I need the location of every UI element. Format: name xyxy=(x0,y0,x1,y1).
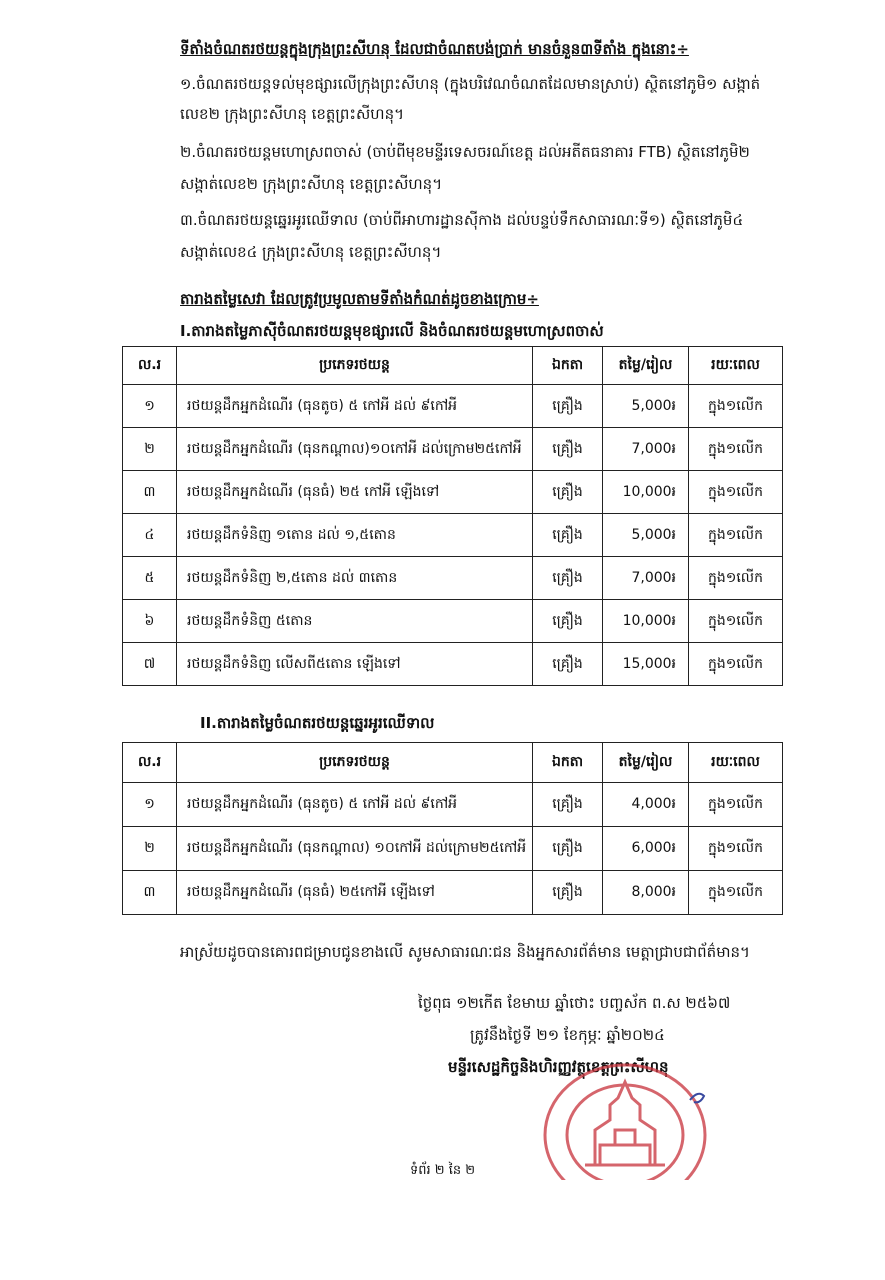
cell-vehicle-type: រថយន្តដឹកទំនិញ លើសពី៥តោន ឡើងទៅ xyxy=(177,643,533,686)
fees-heading: តារាងតម្លៃសេវា ដែលត្រូវប្រមូលតាមទីតាំងកំណត់ដូចខាងក្រោម÷ xyxy=(180,290,539,308)
cell-no: ៣ xyxy=(123,471,177,514)
cell-unit: គ្រឿង xyxy=(533,428,603,471)
location-3-line-1: ៣.ចំណតរថយន្តឆ្នេរអូរឈើទាល (ចាប់ពីអាហារដ្ឋានស៊ីកាង ដល់បន្ទប់ទឹកសាធារណៈទី១) ស្ថិតនៅភូមិ៤ xyxy=(180,211,744,229)
fee-table-1 xyxy=(122,346,783,686)
location-2-line-2: សង្កាត់លេខ២ ក្រុងព្រះសីហនុ ខេត្តព្រះសីហនុ។ xyxy=(180,175,443,193)
table-2-header-row xyxy=(123,743,783,783)
cell-price: 10,000៛ xyxy=(603,471,689,514)
header-unit: ឯកតា xyxy=(533,347,603,385)
header-vehicle-type: ប្រភេទរថយន្ត xyxy=(177,743,533,783)
cell-vehicle-type: រថយន្តដឹកអ្នកដំណើរ (ធុនធំ) ២៥ កៅអី ឡើងទៅ xyxy=(177,471,533,514)
date-lunar: ថ្ងៃពុធ ១២កើត ខែមាឃ ឆ្នាំថោះ បញ្ចស័ក ព.ស ២៥៦៧ xyxy=(418,994,731,1012)
cell-vehicle-type: រថយន្តដឹកអ្នកដំណើរ (ធុនតូច) ៥ កៅអី ដល់ ៩កៅអី xyxy=(177,385,533,428)
table-row xyxy=(123,471,783,514)
cell-unit: គ្រឿង xyxy=(533,557,603,600)
header-period: រយៈពេល xyxy=(689,743,783,783)
cell-vehicle-type: រថយន្តដឹកទំនិញ ២,៥តោន ដល់ ៣តោន xyxy=(177,557,533,600)
location-1-line-2: លេខ២ ក្រុងព្រះសីហនុ ខេត្តព្រះសីហនុ។ xyxy=(180,105,404,123)
location-1-text-1: ១.ចំណតរថយន្តទល់មុខផ្សារលើក្រុងព្រះសីហនុ (ក្នុងបរិវេណចំណតដែលមានស្រាប់) ស្ថិតនៅភូមិ១ សង្កាត់ xyxy=(180,75,761,93)
cell-unit: គ្រឿង xyxy=(533,471,603,514)
cell-price: 5,000៛ xyxy=(603,385,689,428)
cell-price: 6,000៛ xyxy=(603,827,689,871)
cell-unit: គ្រឿង xyxy=(533,600,603,643)
cell-unit: គ្រឿង xyxy=(533,871,603,915)
table-row xyxy=(123,557,783,600)
cell-vehicle-type: រថយន្តដឹកអ្នកដំណើរ (ធុនតូច) ៥ កៅអី ដល់ ៩កៅអី xyxy=(177,783,533,827)
table-row xyxy=(123,783,783,827)
table-row xyxy=(123,428,783,471)
fee-table-2 xyxy=(122,742,783,915)
cell-period: ក្នុង១លើក xyxy=(689,428,783,471)
cell-no: ៣ xyxy=(123,871,177,915)
cell-price: 10,000៛ xyxy=(603,600,689,643)
cell-period: ក្នុង១លើក xyxy=(689,600,783,643)
header-price: តម្លៃ/រៀល xyxy=(603,743,689,783)
cell-vehicle-type: រថយន្តដឹកអ្នកដំណើរ (ធុនកណ្តាល)១០កៅអី ដល់ក្រោម២៥កៅអី xyxy=(177,428,533,471)
cell-unit: គ្រឿង xyxy=(533,514,603,557)
location-2-line-1: ២.ចំណតរថយន្តមហោស្រពចាស់ (ចាប់ពីមុខមន្ទីរទេសចរណ៍ខេត្ត ដល់អតីតធនាគារ FTB) ស្ថិតនៅភូមិ២ xyxy=(180,143,750,161)
cell-period: ក្នុង១លើក xyxy=(689,643,783,686)
table-2-title: II.តារាងតម្លៃចំណតរថយន្តឆ្នេរអូរឈើទាល xyxy=(200,714,435,732)
cell-unit: គ្រឿង xyxy=(533,385,603,428)
cell-period: ក្នុង១លើក xyxy=(689,471,783,514)
header-unit: ឯកតា xyxy=(533,743,603,783)
table-row xyxy=(123,871,783,915)
table-row xyxy=(123,514,783,557)
header-vehicle-type: ប្រភេទរថយន្ត xyxy=(177,347,533,385)
cell-no: ៧ xyxy=(123,643,177,686)
cell-price: 7,000៛ xyxy=(603,428,689,471)
cell-period: ក្នុង១លើក xyxy=(689,871,783,915)
cell-vehicle-type: រថយន្តដឹកទំនិញ ៥តោន xyxy=(177,600,533,643)
cell-no: ១ xyxy=(123,783,177,827)
location-3-line-2: សង្កាត់លេខ៤ ក្រុងព្រះសីហនុ ខេត្តព្រះសីហនុ។ xyxy=(180,243,442,261)
closing-statement: អាស្រ័យដូចបានគោរពជម្រាបជូនខាងលើ សូមសាធារណៈជន និងអ្នកសារព័ត៌មាន មេត្តាជ្រាបជាព័ត៌មាន។ xyxy=(180,943,750,961)
cell-no: ១ xyxy=(123,385,177,428)
cell-no: ៥ xyxy=(123,557,177,600)
locations-heading: ទីតាំងចំណតរថយន្តក្នុងក្រុងព្រះសីហនុ ដែលជាចំណតបង់ប្រាក់ មានចំនួន៣ទីតាំង ក្នុងនោះ÷ xyxy=(180,40,689,58)
cell-no: ២ xyxy=(123,827,177,871)
cell-vehicle-type: រថយន្តដឹកអ្នកដំណើរ (ធុនកណ្តាល) ១០កៅអី ដល់ក្រោម២៥កៅអី xyxy=(177,827,533,871)
header-no: ល.រ xyxy=(123,347,177,385)
table-1-header-row xyxy=(123,347,783,385)
table-row xyxy=(123,827,783,871)
date-solar: ត្រូវនឹងថ្ងៃទី ២១ ខែកុម្ភៈ ឆ្នាំ២០២៤ xyxy=(470,1026,665,1044)
cell-price: 5,000៛ xyxy=(603,514,689,557)
table-row xyxy=(123,385,783,428)
cell-period: ក្នុង១លើក xyxy=(689,385,783,428)
cell-price: 15,000៛ xyxy=(603,643,689,686)
cell-unit: គ្រឿង xyxy=(533,643,603,686)
cell-price: 7,000៛ xyxy=(603,557,689,600)
cell-period: ក្នុង១លើក xyxy=(689,514,783,557)
cell-period: ក្នុង១លើក xyxy=(689,557,783,600)
cell-no: ៤ xyxy=(123,514,177,557)
location-1-line-1 xyxy=(180,74,760,94)
cell-price: 8,000៛ xyxy=(603,871,689,915)
cell-unit: គ្រឿង xyxy=(533,827,603,871)
page-number: ទំព័រ ២ នៃ ២ xyxy=(410,1163,476,1178)
cell-period: ក្នុង១លើក xyxy=(689,783,783,827)
table-1-title: I.តារាងតម្លៃភាស៊ីចំណតរថយន្តមុខផ្សារលើ និងចំណតរថយន្តមហោស្រពចាស់ xyxy=(180,322,604,340)
cell-price: 4,000៛ xyxy=(603,783,689,827)
cell-no: ២ xyxy=(123,428,177,471)
cell-vehicle-type: រថយន្តដឹកអ្នកដំណើរ (ធុនធំ) ២៥កៅអី ឡើងទៅ xyxy=(177,871,533,915)
cell-unit: គ្រឿង xyxy=(533,783,603,827)
cell-vehicle-type: រថយន្តដឹកទំនិញ ១តោន ដល់ ១,៥តោន xyxy=(177,514,533,557)
table-row xyxy=(123,600,783,643)
cell-no: ៦ xyxy=(123,600,177,643)
table-row xyxy=(123,643,783,686)
official-seal-icon xyxy=(540,1060,710,1180)
signature-organization: មន្ទីរសេដ្ឋកិច្ចនិងហិរញ្ញវត្ថុខេត្តព្រះសីហនុ xyxy=(448,1058,669,1076)
header-period: រយៈពេល xyxy=(689,347,783,385)
header-price: តម្លៃ/រៀល xyxy=(603,347,689,385)
cell-period: ក្នុង១លើក xyxy=(689,827,783,871)
header-no: ល.រ xyxy=(123,743,177,783)
